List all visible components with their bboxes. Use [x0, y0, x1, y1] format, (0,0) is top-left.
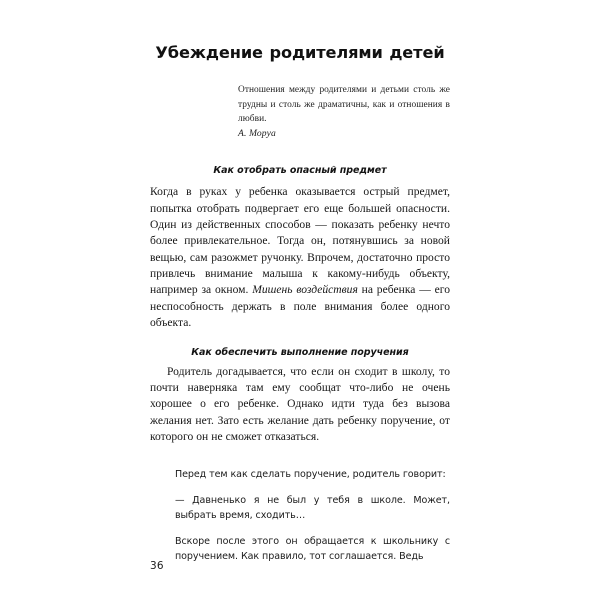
page-text-column [150, 0, 450, 565]
page-number: 36 [150, 560, 164, 572]
dialogue-quote: — Давненько я не был у тебя в школе. Может, выбрать время, сходить… [175, 495, 450, 521]
section-heading-2: Как обеспечить выполнение поручения [191, 347, 409, 359]
dialogue-outro: Вскоре после этого он обращается к школьнику с поручением. Как правило, тот соглашается. Ведь [175, 535, 450, 562]
epigraph-text: Отношения между родителями и детьми столь же трудны и столь же драматичны, как и отношения в любви. [238, 85, 450, 125]
epigraph [150, 62, 450, 141]
dialogue-intro: Перед тем как сделать поручение, родитель говорит: [175, 469, 446, 481]
paragraph-tail-text: на ребенка — его неспособность держать в поле внимания более одного объекта. [150, 284, 450, 329]
epigraph-author: А. Моруа [238, 128, 276, 140]
section-heading-1: Как отобрать опасный предмет [213, 164, 387, 176]
paragraph-lead-text: Когда в руках у ребенка оказывается острый предмет, попытка отобрать подвергает его еще большей опасности. Один из действенных способов — показать ребенку нечто более привлекательное. Тогда он, потянувшись за новой вещью, сам разожмет ручонку. Впрочем, достаточно просто привлечь внимание малыша к какому-нибудь объекту, например за окном. [150, 186, 450, 297]
emphasized-term: Мишень воздействия [252, 284, 358, 297]
body-paragraph-1 [150, 177, 450, 331]
page-title: Убеждение родителями детей [155, 43, 445, 62]
body-paragraph-2: Родитель догадывается, что если он сходит в школу, то почти наверняка там ему сообщат что-либо не очень хорошее о его ребенке. Однако идти туда без вызова желания нет. Зато есть желание дать ребенку поручение, от которого он не сможет отказаться. [150, 365, 450, 443]
